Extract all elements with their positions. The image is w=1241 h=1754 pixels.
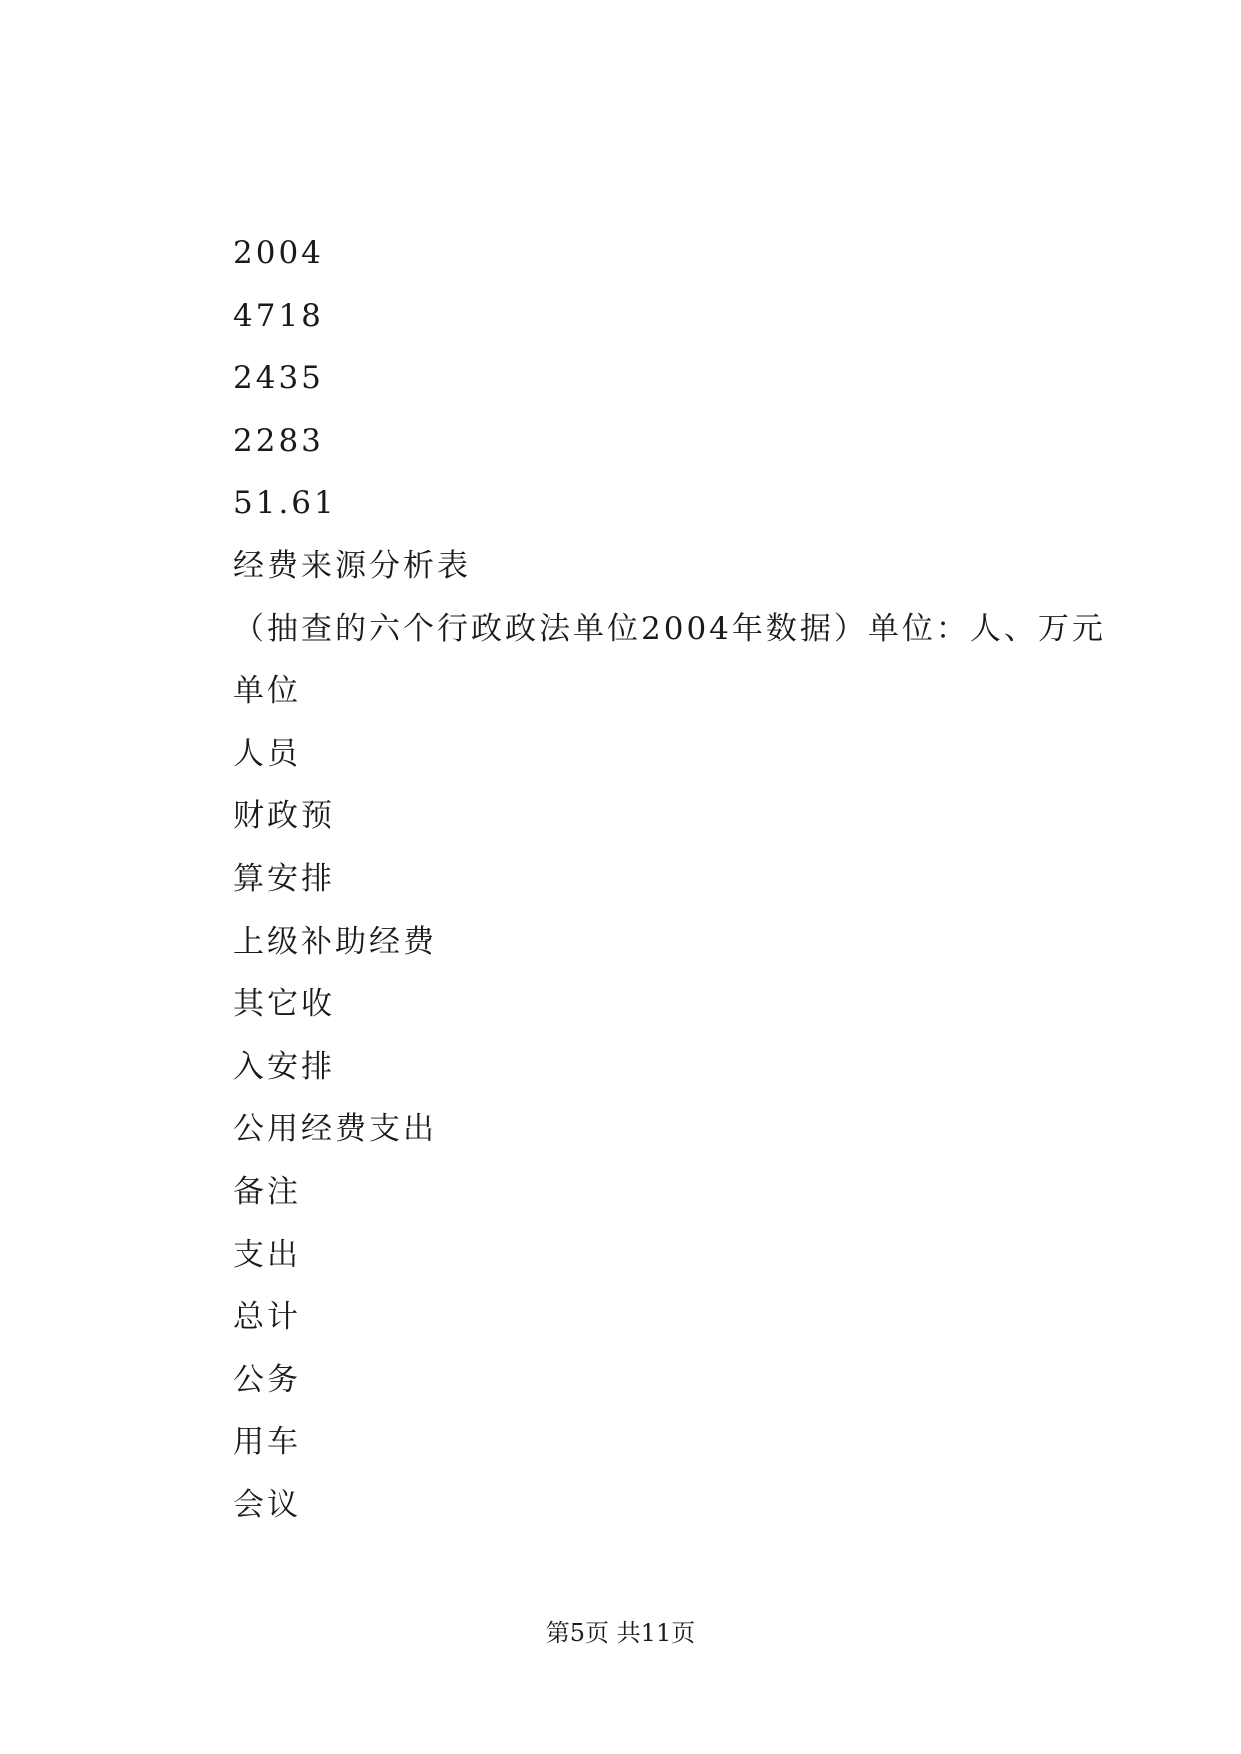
page-footer: 第5页 共11页 bbox=[545, 1619, 696, 1647]
text-line: 其它收 bbox=[233, 986, 335, 1023]
text-line: 入安排 bbox=[233, 1048, 335, 1085]
text-line: 公务 bbox=[233, 1361, 301, 1398]
text-line: 算安排 bbox=[233, 860, 335, 897]
text-line: 上级补助经费 bbox=[233, 923, 437, 960]
text-line: 人员 bbox=[233, 735, 301, 772]
document-body bbox=[233, 235, 1133, 1549]
table-title: 经费来源分析表 bbox=[233, 547, 471, 584]
text-line: 会议 bbox=[233, 1486, 301, 1523]
text-line: 单位 bbox=[233, 673, 301, 710]
text-line: 51.61 bbox=[233, 485, 337, 522]
text-line: 支出 bbox=[233, 1236, 301, 1273]
text-line: 用车 bbox=[233, 1424, 301, 1461]
table-subtitle: （抽查的六个行政政法单位2004年数据）单位：人、万元 bbox=[233, 610, 1106, 647]
text-line: 备注 bbox=[233, 1173, 301, 1210]
text-line: 财政预 bbox=[233, 798, 335, 835]
text-line: 公用经费支出 bbox=[233, 1111, 437, 1148]
text-line: 总计 bbox=[233, 1299, 301, 1336]
text-line: 2435 bbox=[233, 360, 324, 397]
text-line: 2004 bbox=[233, 235, 324, 271]
text-line: 4718 bbox=[233, 297, 324, 334]
text-line: 2283 bbox=[233, 422, 324, 459]
